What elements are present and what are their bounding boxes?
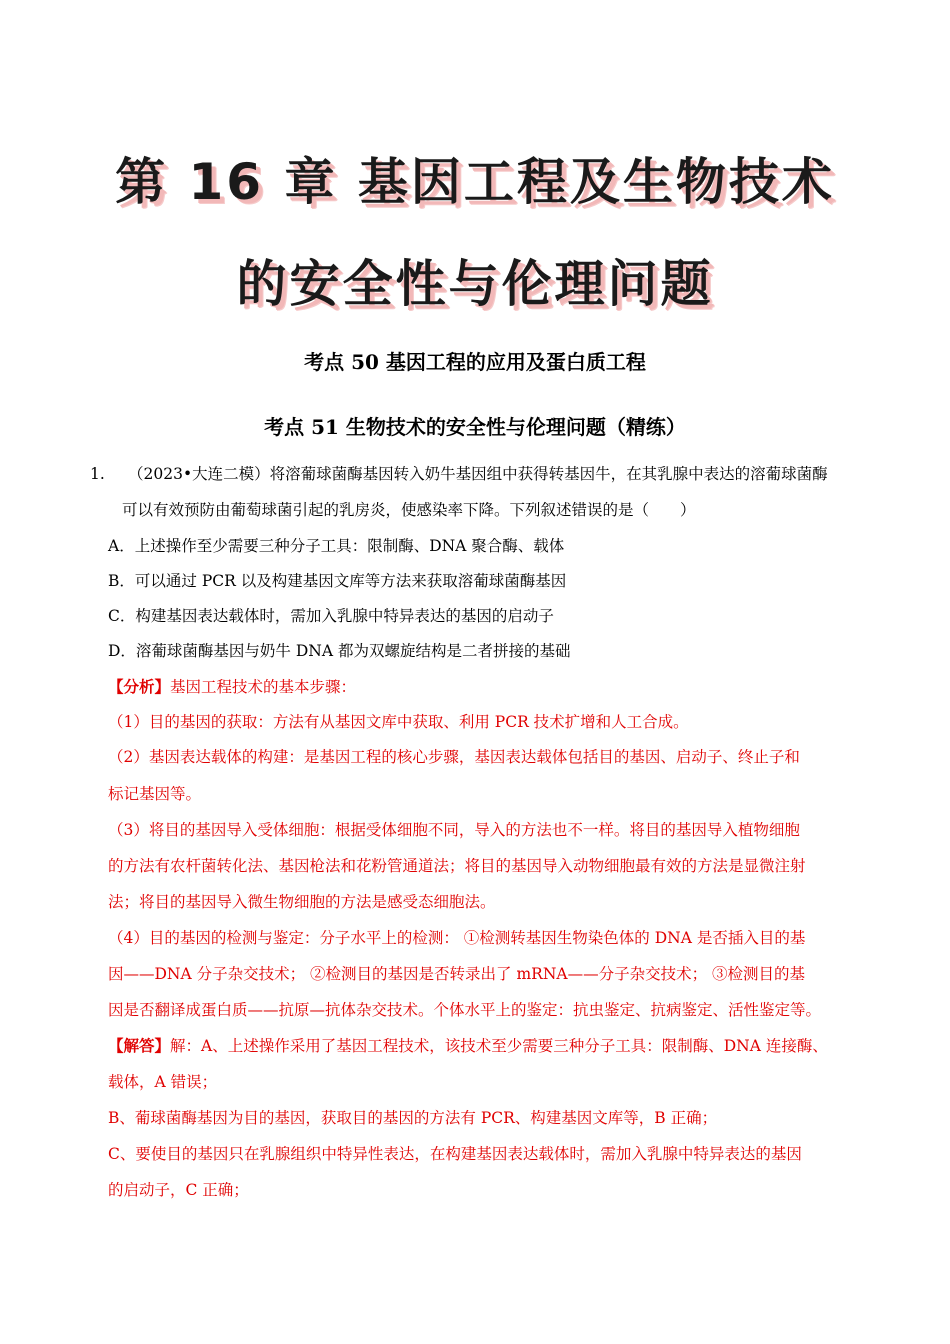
analysis-line: 的方法有农杆菌转化法、基因枪法和花粉管通道法；将目的基因导入动物细胞最有效的方法是显微注射 — [108, 857, 806, 875]
analysis-line: 因——DNA 分子杂交技术； ②检测目的基因是否转录出了 mRNA——分子杂交技术； ③检测目的基 — [108, 965, 806, 983]
analysis-heading — [108, 677, 356, 697]
answer-heading — [108, 1036, 828, 1056]
analysis-tag: 【分析】 — [108, 677, 171, 696]
answer-line: C、要使目的基因只在乳腺组织中特异性表达，在构建基因表达载体时，需加入乳腺中特异表达的基因 — [108, 1145, 802, 1163]
answer-line: 的启动子，C 正确； — [108, 1181, 249, 1199]
option-c: C．构建基因表达载体时，需加入乳腺中特异表达的基因的启动子 — [108, 607, 554, 625]
option-a: A．上述操作至少需要三种分子工具：限制酶、DNA 聚合酶、载体 — [108, 537, 565, 555]
analysis-line: （4）目的基因的检测与鉴定：分子水平上的检测： ①检测转基因生物染色体的 DNA 是否插入目的基 — [108, 929, 806, 947]
chapter-title-line2: 的安全性与伦理问题 — [236, 255, 714, 313]
question-stem-line1: （2023•大连二模）将溶葡球菌酶基因转入奶牛基因组中获得转基因牛，在其乳腺中表达的溶葡球菌酶 — [128, 465, 828, 483]
analysis-line: 标记基因等。 — [108, 785, 202, 803]
answer-line: 载体，A 错误； — [108, 1073, 218, 1091]
subtitle-topic-51: 考点 51 生物技术的安全性与伦理问题（精练） — [264, 415, 686, 439]
question-stem-line2: 可以有效预防由葡萄球菌引起的乳房炎，使感染率下降。下列叙述错误的是（ ） — [122, 501, 696, 519]
analysis-line: （2）基因表达载体的构建：是基因工程的核心步骤，基因表达载体包括目的基因、启动子、终止子和 — [108, 748, 800, 766]
answer-tag: 【解答】 — [108, 1036, 171, 1055]
answer-line: B、葡球菌酶基因为目的基因，获取目的基因的方法有 PCR、构建基因文库等，B 正确； — [108, 1109, 718, 1127]
subtitle-topic-50: 考点 50 基因工程的应用及蛋白质工程 — [304, 350, 646, 374]
analysis-line: （3）将目的基因导入受体细胞：根据受体细胞不同，导入的方法也不一样。将目的基因导入植物细胞 — [108, 821, 800, 839]
option-d: D．溶葡球菌酶基因与奶牛 DNA 都为双螺旋结构是二者拼接的基础 — [108, 642, 571, 660]
option-b: B．可以通过 PCR 以及构建基因文库等方法来获取溶葡球菌酶基因 — [108, 572, 567, 590]
analysis-intro: 基因工程技术的基本步骤： — [170, 678, 357, 696]
analysis-line: 法；将目的基因导入微生物细胞的方法是感受态细胞法。 — [108, 893, 496, 911]
chapter-title-line1: 第 16 章 基因工程及生物技术 — [115, 153, 835, 211]
answer-first-line: 解：A、上述操作采用了基因工程技术，该技术至少需要三种分子工具：限制酶、DNA 连接酶、 — [170, 1037, 828, 1055]
question-number: 1. — [90, 465, 105, 483]
analysis-line: 因是否翻译成蛋白质——抗原—抗体杂交技术。个体水平上的鉴定：抗虫鉴定、抗病鉴定、活性鉴定等。 — [108, 1001, 822, 1019]
analysis-line: （1）目的基因的获取：方法有从基因文库中获取、利用 PCR 技术扩增和人工合成。 — [108, 713, 689, 731]
